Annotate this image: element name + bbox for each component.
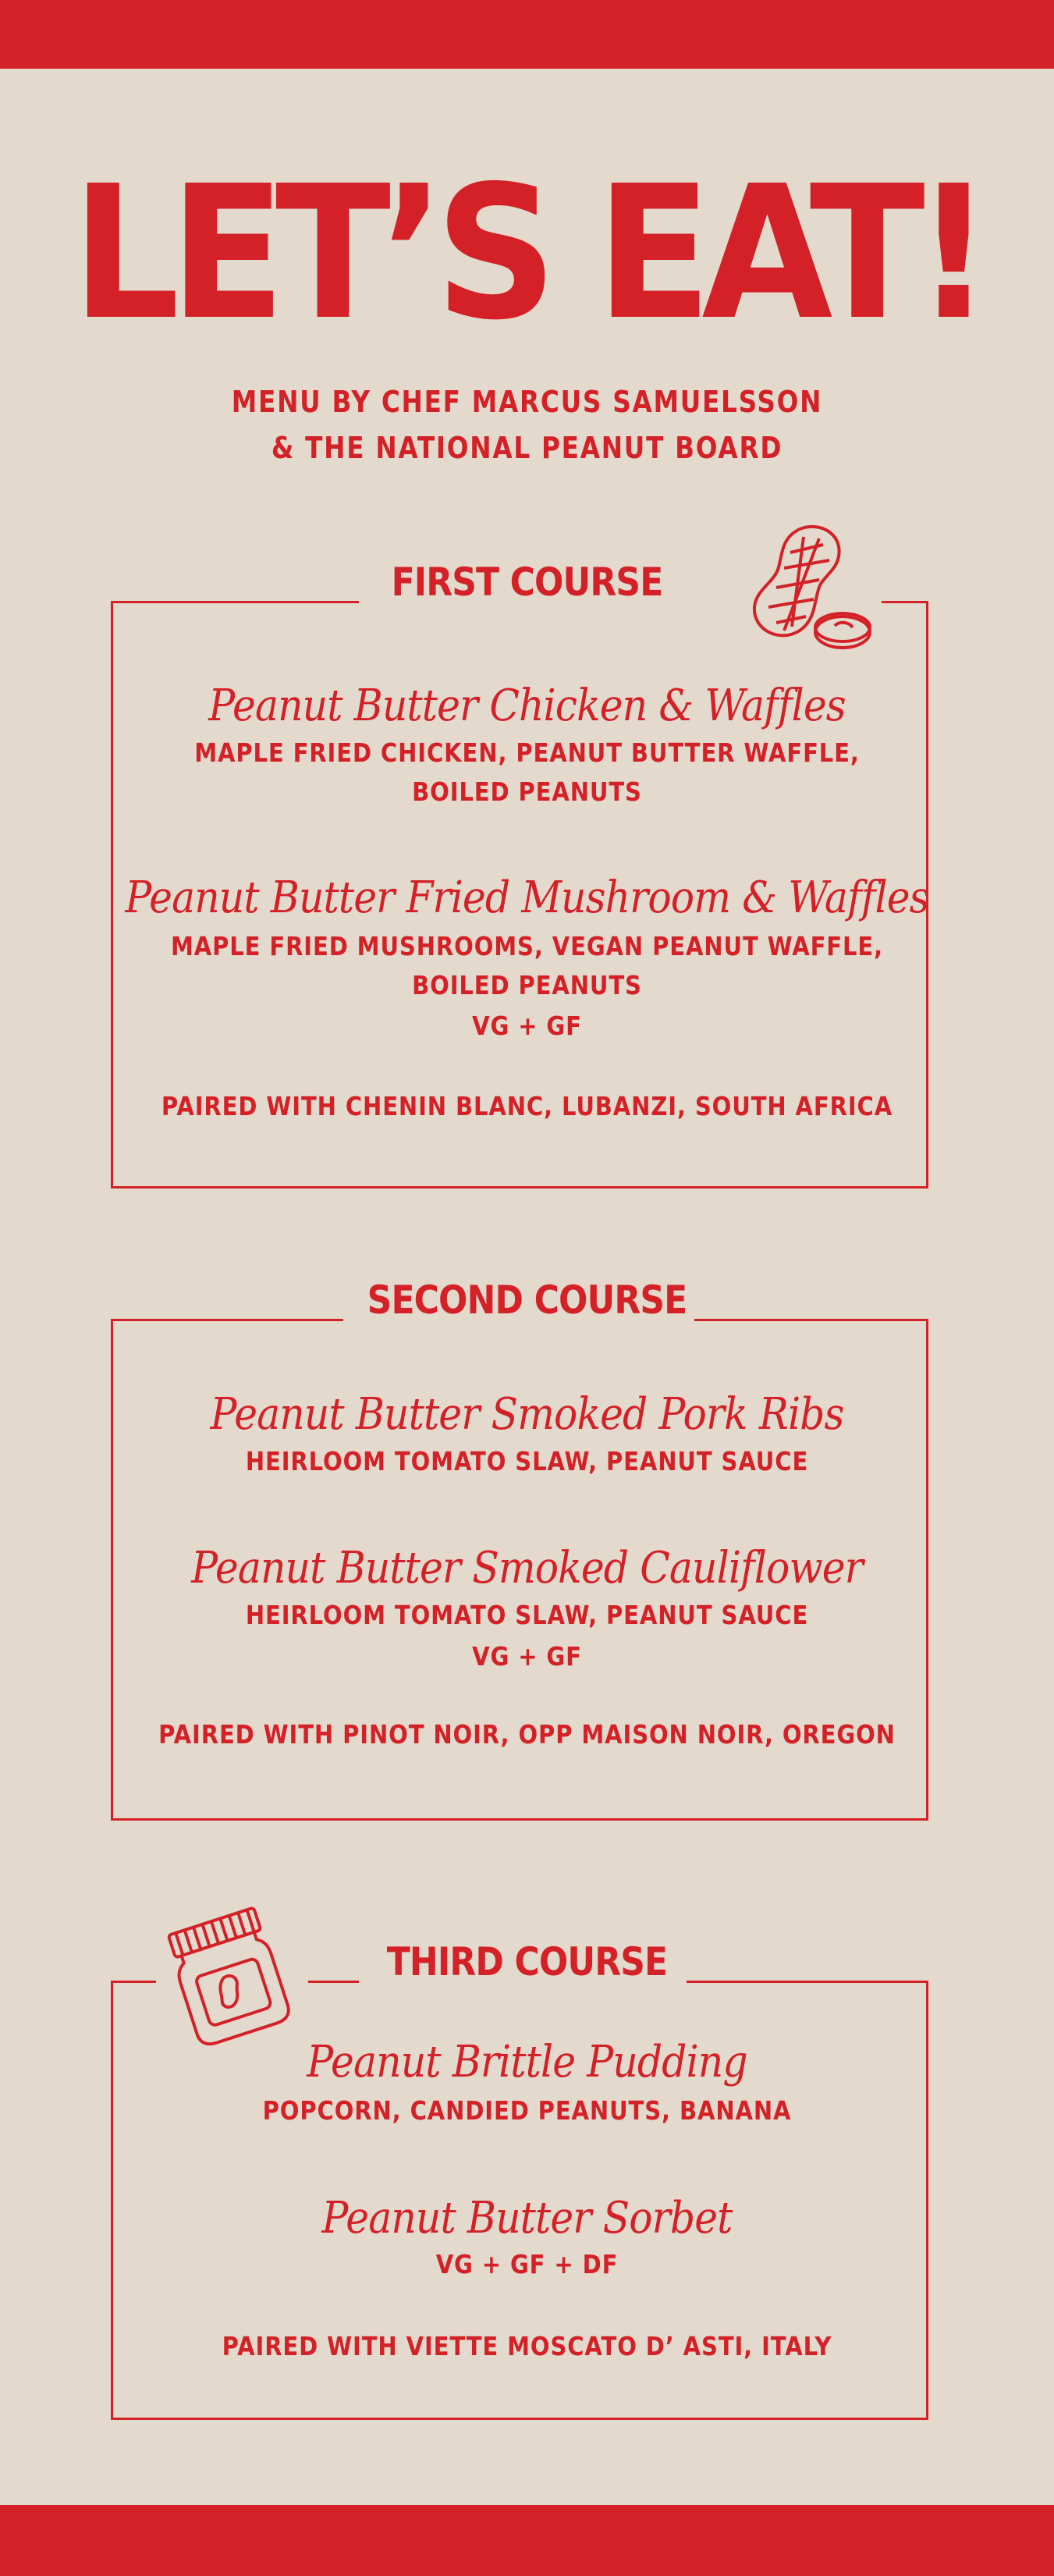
first-course-title: FIRST COURSE [391,560,663,605]
dish-name: Peanut Butter Fried Mushroom & Waffles [125,872,929,923]
wine-pairing: PAIRED WITH VIETTE MOSCATO D’ ASTI, ITALY [222,2331,832,2361]
peanut-butter-jar-icon [160,1904,300,2045]
dish-description: BOILED PEANUTS [412,970,642,1000]
dish-description: POPCORN, CANDIED PEANUTS, BANANA [262,2095,792,2126]
dish-name: Peanut Butter Chicken & Waffles [208,680,846,731]
top-band [0,0,1054,69]
dish-name: Peanut Brittle Pudding [307,2037,747,2087]
second-course-title: SECOND COURSE [367,1277,687,1323]
dish-name: Peanut Butter Smoked Cauliflower [191,1543,863,1594]
peanut-icon [745,521,885,654]
dish-name: Peanut Butter Sorbet [321,2193,733,2244]
wine-pairing: PAIRED WITH CHENIN BLANC, LUBANZI, SOUTH AFRICA [161,1091,893,1121]
dish-description: MAPLE FRIED MUSHROOMS, VEGAN PEANUT WAFFLE, [170,931,884,961]
dish-description: MAPLE FRIED CHICKEN, PEANUT BUTTER WAFFLE, [194,737,860,768]
dietary-tags: VG + GF + DF [435,2249,619,2279]
bottom-band [0,2505,1054,2576]
subtitle-line-2: & THE NATIONAL PEANUT BOARD [271,431,783,465]
subtitle-line-1: MENU BY CHEF MARCUS SAMUELSSON [231,385,823,419]
dish-description: HEIRLOOM TOMATO SLAW, PEANUT SAUCE [245,1600,809,1630]
dish-description: HEIRLOOM TOMATO SLAW, PEANUT SAUCE [245,1446,809,1476]
dish-description: BOILED PEANUTS [412,776,642,807]
page-title: LET’S EAT! [71,146,983,361]
wine-pairing: PAIRED WITH PINOT NOIR, OPP MAISON NOIR, OREGON [158,1719,896,1750]
dish-name: Peanut Butter Smoked Pork Ribs [210,1389,844,1440]
dietary-tags: VG + GF [472,1011,582,1041]
third-course-title: THIRD COURSE [386,1939,668,1984]
dietary-tags: VG + GF [472,1641,582,1672]
